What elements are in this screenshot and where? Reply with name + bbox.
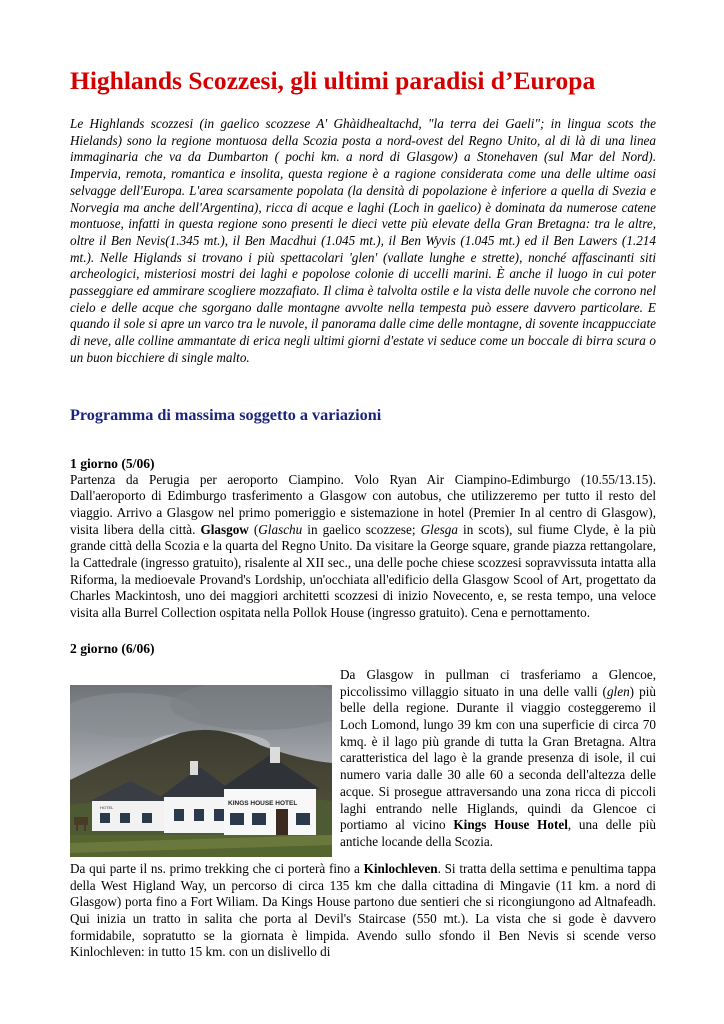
- page-title: Highlands Scozzesi, gli ultimi paradisi d’Europa: [70, 66, 596, 95]
- day1-paragraph: [70, 472, 656, 622]
- glasgow-bold: Glasgow: [200, 521, 249, 537]
- day2-text-2: ) più belle della regione. Durante il viaggio costeggeremo il Loch Lomond, lungo 39 km con una superficie di circa 70 kmq. è il lago più grande di tutta la Gran Bretagna. Altra caratteristica del lago è la grande presenza di isole, il cui numero varia dalle 30 alle 60 a seconda dell'altezza delle acque. Si prosegue attraversando una zona ricca di piccoli laghi entrando nelle Higlands, quindi da Glencoe ci portiamo al vicino: [340, 683, 656, 833]
- day2-text-3: , una delle più antiche locande della Scozia.: [340, 817, 656, 849]
- kings-house-bold: Kings House Hotel: [453, 817, 568, 833]
- day2-paragraph-2: [70, 861, 656, 961]
- day2-heading: 2 giorno (6/06): [70, 640, 155, 656]
- program-heading: Programma di massima soggetto a variazioni: [70, 405, 382, 424]
- day1-heading: 1 giorno (5/06): [70, 455, 155, 471]
- day1-text-3: in gaelico scozzese;: [302, 521, 421, 537]
- hotel-sign-text: KINGS HOUSE HOTEL: [228, 799, 298, 807]
- intro-paragraph: Le Highlands scozzesi (in gaelico scozzese A' Ghàidhealtachd, "la terra dei Gaeli"; in lingua scots the Hielands) sono la regione montuosa della Scozia posta a nord-ovest del Regno Unito, al di là di una linea immaginaria che va da Dumbarton ( pochi km. a nord di Glasgow) a Stonehaven (sul Mar del Nord). Impervia, remota, romantica e insolita, questa regione è a ragione considerata come una delle ultime oasi selvagge dell'Europa. L'area scarsamente popolata (la densità di popolazione è inferiore a quella di Svezia e Norvegia ma anche dell'Argentina), ricca di acque e laghi (Loch in gaelico) è dominata da numerose catene montuose, infatti in questa regione sono presenti le dieci vette più elevate della Gran Bretagna: tra le altre, oltre il Ben Nevis(1.345 mt.), il Ben Macdhui (1.045 mt.), il Ben Wyvis (1.045 mt.) ed il Ben Lawers (1.214 mt.). Nelle Higlands si trovano i più spettacolari 'glen' (vallate lunghe e strette), nonché affascinanti siti archeologici, misteriosi mostri dei laghi e popolose colonie di uccelli marini. È anche il luogo in cui poter passeggiare ed ammirare scogliere mozzafiato. Il clima è talvolta ostile e la vista delle nuvole che corrono nel cielo e delle acque che sgorgano dalle montagne avvolte nella tempesta può essere davvero particolare. E quando il sole si apre un varco tra le nuvole, il panorama dalle cime delle montagne, di sovente incappucciate di neve, alle colline ammantate di erica negli ultimi giorni d'estate vi seduce come un boccale di birra scura o un buon bicchiere di single malto.: [70, 116, 656, 365]
- day2-text-5: . Si tratta della settima e penultima tappa della West Higland Way, un percorso di circa 135 km che dalla cittadina di Mingavie (11 km. a nord di Glasgow) porta fino a Fort Wiliam. Da Kings House partono due sentieri che si ricongiungono ad Altnafeadh. Qui inizia un tratto in salita che porta al Devil's Staircase (550 mt.). La vista che si gode è davvero formidabile, sopratutto se la giornata è limpida. Avendo sullo sfondo il Ben Nevis si scende verso Kinlochleven: in tutto 15 km. con un dislivello di: [70, 860, 657, 960]
- day1-text-4: in scots), sul fiume Clyde, è la più grande città della Scozia e la quarta del Regno Unito. Da visitare la George square, grande piazza rettangolare, la Cattedrale (ingresso gratuito), risalente al XII sec., una delle poche chiese scozzesi sopravvissuta intatta alla Riforma, la medioevale Provand's Lordship, un'occhiata all'edificio della Glasgow Scool of Art, progettato da Charles Mackintosh, uno dei maggiori architetti scozzesi di inizio Novecento, e, se resta tempo, una veloce visita alla Burrel Collection ospitata nella Pollok House (ingresso gratuito). Cena e pernottamento.: [70, 521, 656, 621]
- hotel-small-sign: HOTEL: [100, 804, 114, 810]
- glen-italic: glen: [606, 683, 630, 699]
- day2-text-4: Da qui parte il ns. primo trekking che ci porterà fino a: [70, 860, 364, 876]
- glesga-italic: Glesga: [420, 521, 458, 537]
- day2-section: [70, 667, 656, 961]
- kinlochleven-bold: Kinlochleven: [363, 860, 438, 876]
- day1-text-2: (: [248, 521, 259, 537]
- day2-text-1: Da Glasgow in pullman ci trasferiamo a Glencoe, piccolissimo villaggio situato in una delle valli (: [340, 666, 656, 699]
- kings-house-hotel-photo: [70, 685, 332, 857]
- day1-text-1: Partenza da Perugia per aeroporto Ciampino. Volo Ryan Air Ciampino-Edimburgo (10.55/13.15). Dall'aeroporto di Edimburgo trasferimento a Glasgow con autobus, che utilizzeremo per tutto il resto del viaggio. Arrivo a Glasgow nel primo pomeriggio e sistemazione in hotel (Premier In al centro di Glasgow), visita libera della città.: [70, 471, 656, 537]
- glaschu-italic: Glaschu: [258, 521, 303, 537]
